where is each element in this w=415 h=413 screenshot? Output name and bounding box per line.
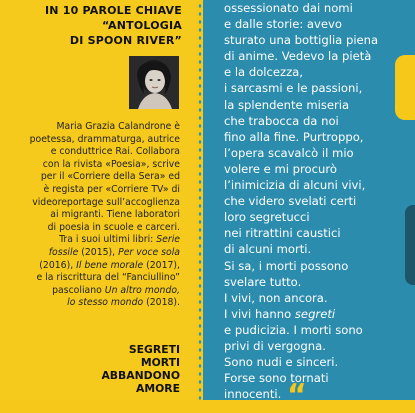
text-line: fino alla fine. Purtroppo, bbox=[224, 129, 364, 144]
text-line: sturato una bottiglia piena bbox=[224, 33, 379, 48]
text-line: e dalle storie: avevo bbox=[224, 17, 342, 32]
book-title: Per voce sola bbox=[118, 246, 180, 258]
author-bio bbox=[10, 121, 180, 310]
text-line: Sono nudi e sinceri. bbox=[224, 355, 339, 370]
keyword-list bbox=[101, 343, 180, 395]
section-heading bbox=[45, 3, 182, 48]
bio-text: (2017), bbox=[143, 259, 180, 271]
bio-line: e conduttrice Rai. Collabora bbox=[50, 146, 180, 158]
book-title: fossile bbox=[48, 246, 79, 258]
text-line: Forse sono tornati bbox=[224, 371, 329, 386]
text-line: Si sa, i morti possono bbox=[224, 258, 349, 273]
bio-line: Maria Grazia Calandrone è bbox=[56, 121, 180, 132]
bio-line bbox=[10, 234, 180, 247]
author-photo bbox=[129, 56, 179, 109]
bio-text: pascoliano bbox=[52, 284, 105, 296]
text-line: nei ritrattini caustici bbox=[224, 226, 341, 241]
text-line: loro segretucci bbox=[224, 210, 310, 225]
text-span: I vivi hanno bbox=[224, 306, 295, 321]
text-line: I vivi, non ancora. bbox=[224, 290, 328, 305]
text-line: di alcuni morti. bbox=[224, 242, 312, 257]
text-line: svelare tutto. bbox=[224, 274, 302, 289]
bio-line: per il «Corriere della Sera» ed bbox=[40, 171, 180, 183]
bio-line: e la riscrittura del “Fanciullino” bbox=[36, 272, 180, 284]
heading-line: IN 10 PAROLE CHIAVE bbox=[45, 4, 182, 17]
bio-line: videoreportage sull’accoglienza bbox=[32, 196, 180, 208]
bio-line: ai migranti. Tiene laboratori bbox=[50, 209, 180, 221]
main-text-panel bbox=[203, 0, 415, 413]
text-line: i sarcasmi e le passioni, bbox=[224, 81, 363, 96]
text-line: che videro svelati certi bbox=[224, 194, 357, 209]
text-line: l’opera scavalcò il mio bbox=[224, 145, 354, 160]
bio-line: di poesia in scuole e carceri. bbox=[47, 221, 180, 233]
keyword: SEGRETI bbox=[128, 343, 180, 356]
bio-line: con la rivista «Poesia», scrive bbox=[42, 158, 180, 170]
keyword: MORTI bbox=[140, 356, 180, 369]
quote-mark-icon: “ bbox=[287, 378, 307, 413]
book-title: Serie bbox=[156, 234, 180, 246]
sidebar-panel bbox=[0, 0, 196, 400]
bio-line bbox=[10, 285, 180, 298]
decorative-shape bbox=[395, 55, 415, 120]
bio-line bbox=[10, 297, 180, 310]
emphasis: segreti bbox=[294, 306, 336, 321]
portrait-image bbox=[129, 56, 179, 109]
book-title: Il bene morale bbox=[76, 259, 144, 271]
text-line: privi di vergogna. bbox=[224, 338, 326, 353]
heading-line: “ANTOLOGIA bbox=[102, 19, 182, 32]
text-line: che trabocca da noi bbox=[224, 113, 339, 128]
bio-line: è regista per «Corriere TV» di bbox=[43, 183, 180, 195]
article-body bbox=[224, 0, 414, 413]
bio-text: (2015), bbox=[78, 246, 119, 258]
bio-line bbox=[10, 247, 180, 260]
text-line bbox=[224, 306, 414, 322]
decorative-shape bbox=[405, 205, 415, 285]
bio-text: Tra i suoi ultimi libri: bbox=[59, 234, 157, 246]
bio-line bbox=[10, 260, 180, 273]
text-line: innocenti. bbox=[224, 387, 282, 402]
keyword: AMORE bbox=[136, 382, 180, 395]
heading-line: DI SPOON RIVER” bbox=[69, 34, 182, 47]
text-line: ossessionato dai nomi bbox=[224, 1, 353, 15]
text-line: l’inimicizia di alcuni vivi, bbox=[224, 178, 366, 193]
text-line: volere e mi procurò bbox=[224, 161, 337, 176]
text-line: e pudicizia. I morti sono bbox=[224, 322, 363, 337]
bio-text: (2018). bbox=[143, 297, 180, 309]
book-title: lo stesso mondo bbox=[67, 297, 144, 309]
keyword: ABBANDONO bbox=[101, 369, 180, 382]
book-title: Un altro mondo, bbox=[104, 284, 180, 296]
text-line: di anime. Vedevo la pietà bbox=[224, 49, 372, 64]
text-line: la splendente miseria bbox=[224, 97, 350, 112]
bio-text: (2016), bbox=[39, 259, 77, 271]
bio-line: poetessa, drammaturga, autrice bbox=[29, 133, 180, 145]
text-line: e la dolcezza, bbox=[224, 65, 303, 80]
